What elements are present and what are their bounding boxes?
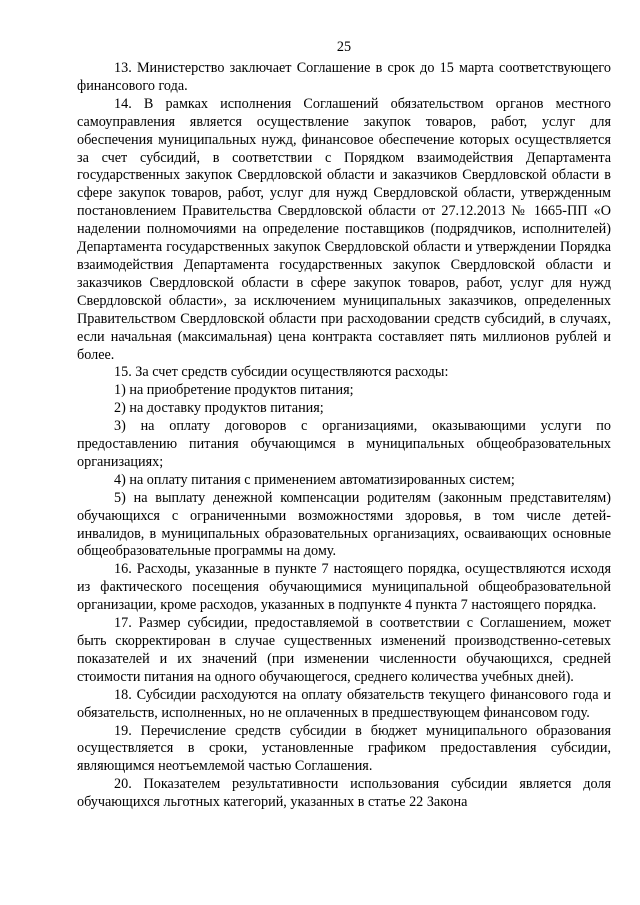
paragraph-16: 16. Расходы, указанные в пункте 7 настоящего порядка, осуществляются исходя из фактического посещения обучающимися муниципальной общеобразовательной организации, кроме расходов, указанных в подпункте 4 пункта 7 настоящего порядка.: [77, 561, 611, 614]
paragraph-17: 17. Размер субсидии, предоставляемой в соответствии с Соглашением, может быть скорректирован в случае существенных изменений производственно-сетевых показателей и их значений (при изменении численности обучающихся, средней стоимости питания на одного обучающегося, среднего количества учебных дней).: [77, 615, 611, 685]
list-item-3: 3) на оплату договоров с организациями, оказывающими услуги по предоставлению питания обучающимся в муниципальных общеобразовательных организациях;: [77, 418, 611, 470]
page-number: 25: [336, 39, 352, 55]
paragraph-18: 18. Субсидии расходуются на оплату обязательств текущего финансового года и обязательств, исполненных, но не оплаченных в предшествующем финансовом году.: [77, 686, 611, 721]
paragraph-13: 13. Министерство заключает Соглашение в срок до 15 марта соответствующего финансового года.: [77, 60, 611, 94]
document-body: [77, 60, 611, 812]
list-item-5: 5) на выплату денежной компенсации родителям (законным представителям) обучающихся с ограниченными возможностями здоровья, в том числе детей-инвалидов, в муниципальных образовательных организациях, осваивающих основные общеобразовательные программы на дому.: [77, 489, 611, 560]
list-item-4: 4) на оплату питания с применением автоматизированных систем;: [114, 471, 515, 488]
paragraph-14: 14. В рамках исполнения Соглашений обязательством органов местного самоуправления является осуществление закупок товаров, работ, услуг для обеспечения муниципальных нужд, финансовое обеспечение которых осуществляется за счет субсидий, в соответствии с Порядком взаимодействия Департамента государственных закупок Свердловской области и заказчиков Свердловской области в сфере закупок товаров, работ, услуг для нужд Свердловской области, утвержденным постановлением Правительства Свердловской области от 27.12.2013 № 1665-ПП «О наделении полномочиями на определение поставщиков (подрядчиков, исполнителей) Департамента государственных закупок Свердловской области и утверждении Порядка взаимодействия Департамента государственных закупок Свердловской области и заказчиков Свердловской области в сфере закупок товаров, работ, услуг для нужд Свердловской области», за исключением муниципальных заказчиков, определенных Правительством Свердловской области при расходовании средств субсидий, в случаях, если начальная (максимальная) цена контракта составляет пять миллионов рублей и более.: [77, 95, 611, 363]
paragraph-19: 19. Перечисление средств субсидии в бюджет муниципального образования осуществляется в сроки, установленные графиком предоставления субсидии, являющимся неотъемлемой частью Соглашения.: [77, 722, 611, 775]
list-item-1: 1) на приобретение продуктов питания;: [114, 382, 354, 399]
paragraph-20: 20. Показателем результативности использования субсидии является доля обучающихся льготных категорий, указанных в статье 22 Закона: [77, 776, 611, 811]
paragraph-15: 15. За счет средств субсидии осуществляются расходы:: [114, 364, 449, 381]
list-item-2: 2) на доставку продуктов питания;: [114, 400, 324, 417]
